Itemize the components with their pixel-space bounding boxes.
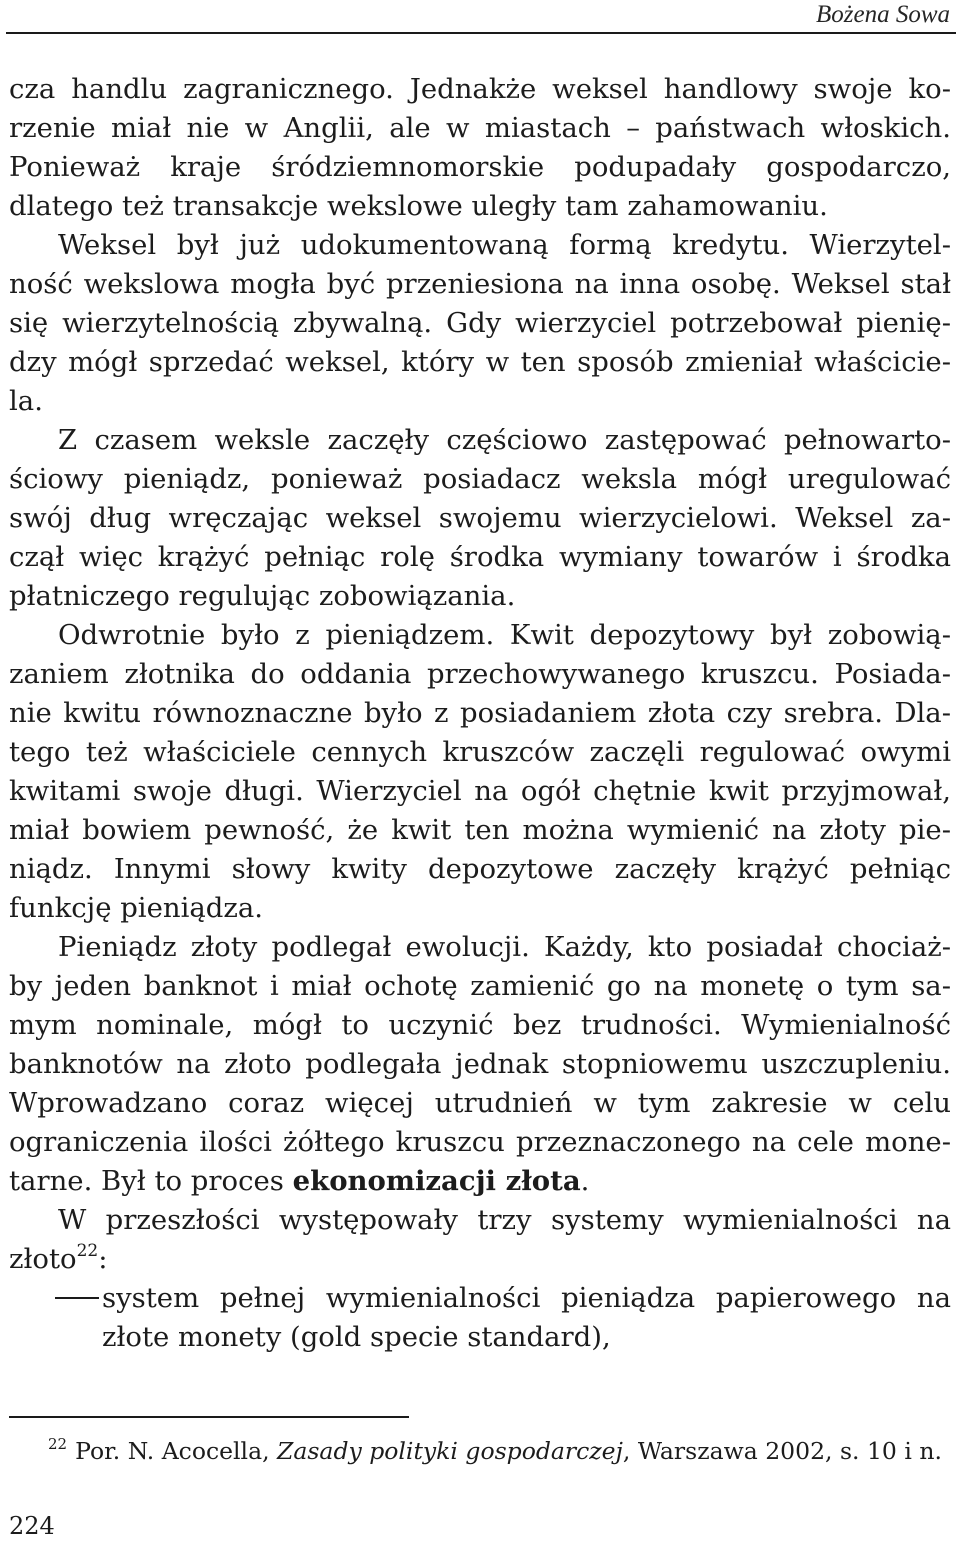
text-line: [9, 1162, 951, 1201]
text-line: ściowy pieniądz, ponieważ posiadacz weksla mógł uregulować: [9, 463, 951, 495]
footnote: [48, 1434, 942, 1468]
text-line: czął więc krążyć pełniąc rolę środka wymiany towarów i środka: [9, 541, 951, 573]
text-line: zaniem złotnika do oddania przechowywanego kruszcu. Posiada-: [9, 658, 951, 690]
text-segment: tarne. Był to proces: [9, 1165, 293, 1197]
body-text: [9, 70, 951, 1357]
text-line: [9, 1240, 951, 1279]
header-rule: [6, 32, 956, 34]
text-line: banknotów na złoto podlegała jednak stopniowemu uszczupleniu.: [9, 1048, 951, 1080]
text-segment: złoto: [9, 1243, 77, 1275]
footnote-text: Por. N. Acocella,: [75, 1437, 278, 1465]
text-line: Wprowadzano coraz więcej utrudnień w tym zakresie w celu: [9, 1087, 951, 1119]
text-line: tego też właściciele cennych kruszców zaczęli regulować owymi: [9, 736, 951, 768]
text-line: się wierzytelnością zbywalną. Gdy wierzyciel potrzebował pienię-: [9, 307, 951, 339]
text-line: Ponieważ kraje śródziemnomorskie podupadały gospodarczo,: [9, 151, 951, 183]
footnote-rule: [9, 1416, 409, 1418]
list-item-text: system pełnej wymienialności pieniądza papierowego na: [102, 1282, 951, 1314]
text-line: kwitami swoje długi. Wierzyciel na ogół chętnie kwit przyjmował,: [9, 775, 951, 807]
text-line: dzy mógł sprzedać weksel, który w ten sposób zmieniał właścicie-: [9, 346, 951, 378]
text-line: W przeszłości występowały trzy systemy wymienialności na: [58, 1204, 951, 1236]
footnote-number: 22: [48, 1435, 68, 1453]
text-line: ność wekslowa mogła być przeniesiona na inna osobę. Weksel stał: [9, 268, 951, 300]
page-number: 224: [9, 1512, 55, 1540]
text-segment: :: [98, 1243, 108, 1275]
text-line: la.: [9, 385, 43, 417]
bold-term: ekonomizacji złota: [292, 1165, 581, 1197]
text-line: rzenie miał nie w Anglii, ale w miastach – państwach włoskich.: [9, 112, 951, 144]
footnote-reference[interactable]: 22: [76, 1241, 99, 1261]
text-line: swój dług wręczając weksel swojemu wierzycielowi. Weksel za-: [9, 502, 951, 534]
footnote-book-title: Zasady polityki gospodarczej: [277, 1437, 623, 1465]
text-line: cza handlu zagranicznego. Jednakże weksel handlowy swoje ko-: [9, 73, 951, 105]
text-segment: .: [580, 1165, 590, 1197]
text-line: mym nominale, mógł to uczynić bez trudności. Wymienialność: [9, 1009, 951, 1041]
list-item: [9, 1279, 951, 1318]
text-line: miał bowiem pewność, że kwit ten można wymienić na złoty pie-: [9, 814, 951, 846]
text-line: Weksel był już udokumentowaną formą kredytu. Wierzytel-: [58, 229, 951, 261]
dash-bullet: [55, 1297, 99, 1299]
footnote-text: , Warszawa 2002, s. 10 i n.: [622, 1437, 942, 1465]
running-header-author: Bożena Sowa: [815, 1, 950, 28]
text-line: płatniczego regulując zobowiązania.: [9, 580, 516, 612]
text-line: Z czasem weksle zaczęły częściowo zastępować pełnowarto-: [58, 424, 951, 456]
text-line: dlatego też transakcje wekslowe uległy tam zahamowaniu.: [9, 190, 828, 222]
text-line: nie kwitu równoznaczne było z posiadaniem złota czy srebra. Dla-: [9, 697, 951, 729]
text-line: by jeden banknot i miał ochotę zamienić go na monetę o tym sa-: [9, 970, 951, 1002]
text-line: ograniczenia ilości żółtego kruszcu przeznaczonego na cele mone-: [9, 1126, 951, 1158]
list-item-continuation: złote monety (gold specie standard),: [102, 1321, 611, 1353]
text-line: Pieniądz złoty podlegał ewolucji. Każdy, kto posiadał chociaż-: [58, 931, 951, 963]
text-line: Odwrotnie było z pieniądzem. Kwit depozytowy był zobowią-: [58, 619, 951, 651]
text-line: funkcję pieniądza.: [9, 892, 264, 924]
text-line: niądz. Innymi słowy kwity depozytowe zaczęły krążyć pełniąc: [9, 853, 951, 885]
